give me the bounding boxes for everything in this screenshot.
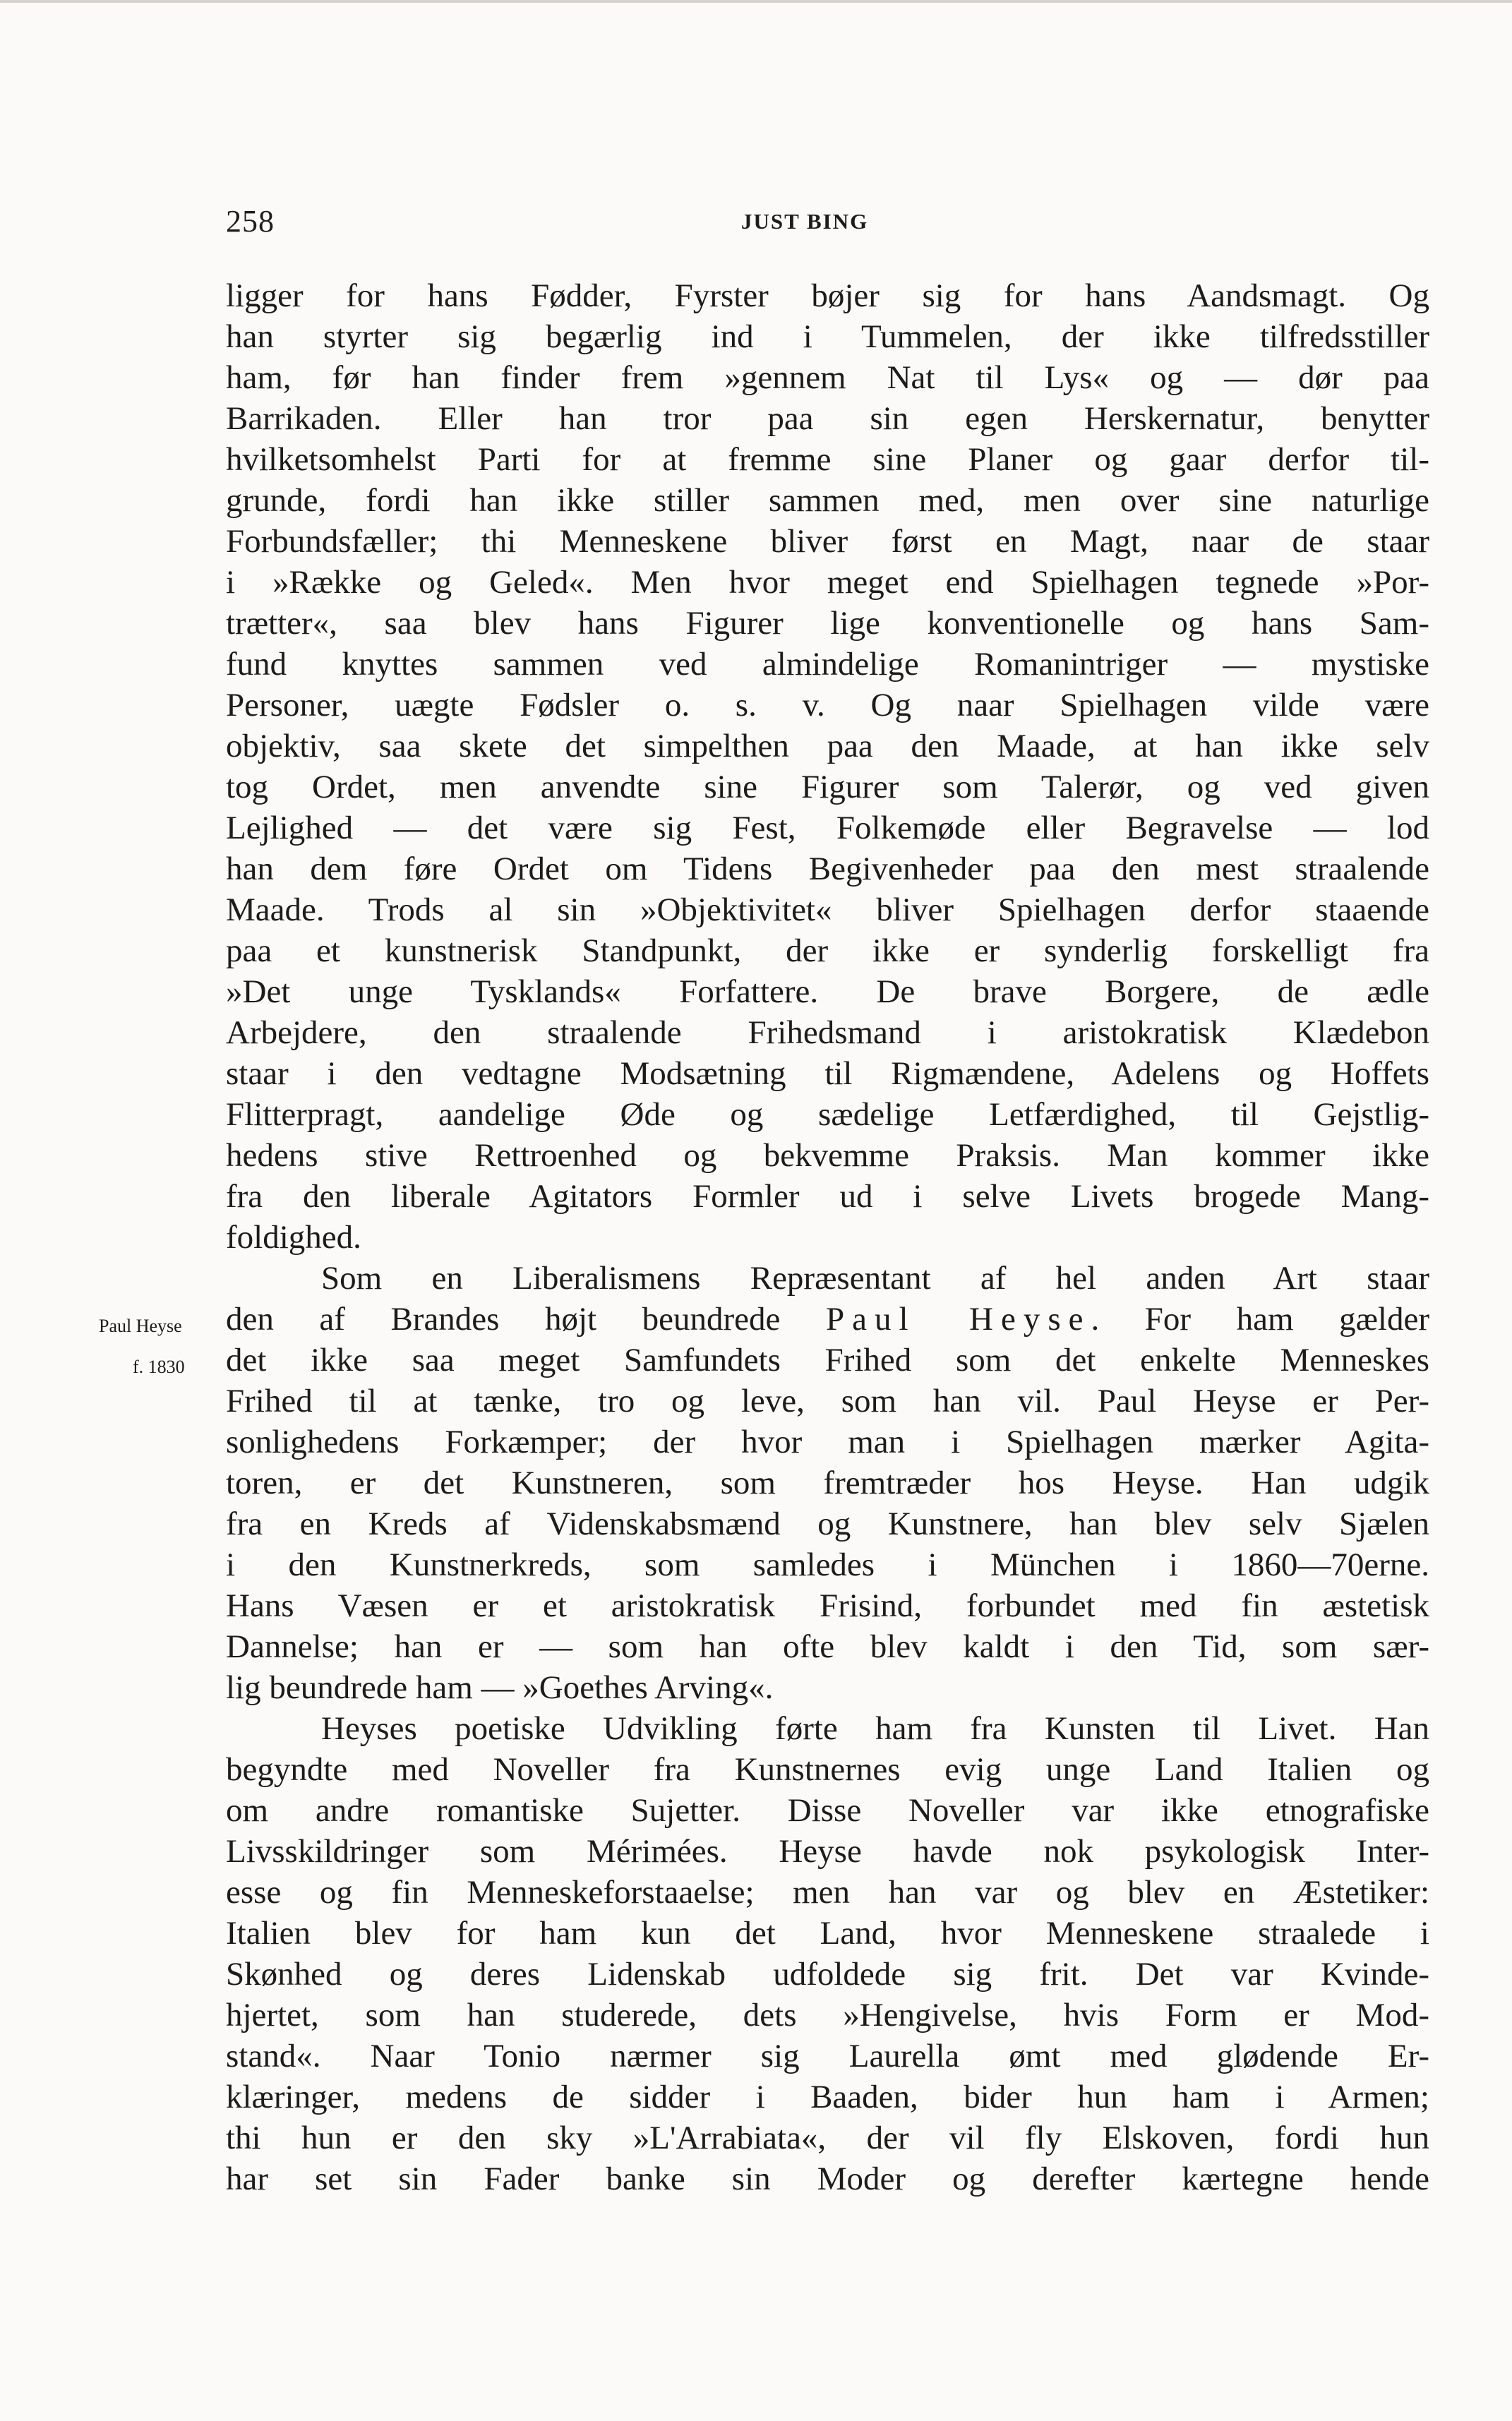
text-line: har set sin Fader banke sin Moder og derefter kærtegne hende	[226, 2161, 1429, 2197]
text-line: hvilketsomhelst Parti for at fremme sine Planer og gaar derfor til-	[226, 441, 1429, 478]
text-line: Hans Væsen er et aristokratisk Frisind, forbundet med fin æstetisk	[226, 1587, 1429, 1624]
margin-note	[99, 1306, 226, 1388]
person-name: Paul Heyse	[825, 1301, 1091, 1338]
text-line: thi hun er den sky »L'Arrabiata«, der vil fly Elskoven, fordi hun	[226, 2120, 1429, 2156]
text-line: Italien blev for ham kun det Land, hvor Menneskene straalede i	[226, 1915, 1429, 1952]
text-line: hedens stive Rettroenhed og bekvemme Praksis. Man kommer ikke	[226, 1137, 1429, 1174]
text-segment: den af Brandes højt beundrede	[226, 1301, 781, 1338]
text-line: paa et kunstnerisk Standpunkt, der ikke er synderlig forskelligt fra	[226, 932, 1429, 969]
text-line: staar i den vedtagne Modsætning til Rigmændene, Adelens og Hoffets	[226, 1055, 1429, 1092]
text-line: »Det unge Tysklands« Forfattere. De brave Borgere, de ædle	[226, 973, 1429, 1010]
text-line: Heyses poetiske Udvikling førte ham fra Kunsten til Livet. Han	[321, 1710, 1429, 1747]
text-line: Forbundsfæller; thi Menneskene bliver først en Magt, naar de staar	[226, 523, 1429, 560]
running-head: JUST BING	[741, 209, 869, 234]
text-line: stand«. Naar Tonio nærmer sig Laurella ømt med glødende Er-	[226, 2038, 1429, 2074]
text-line: fra en Kreds af Videnskabsmænd og Kunstnere, han blev selv Sjælen	[226, 1506, 1429, 1542]
text-line: hjertet, som han studerede, dets »Hengivelse, hvis Form er Mod-	[226, 1997, 1429, 2033]
margin-note-name: Paul Heyse	[99, 1316, 182, 1336]
text-line: fra den liberale Agitators Formler ud i selve Livets brogede Mang-	[226, 1178, 1429, 1215]
text-line: i »Række og Geled«. Men hvor meget end Spielhagen tegnede »Por-	[226, 564, 1429, 601]
text-segment: . For ham gælder	[1091, 1301, 1429, 1338]
text-line: lig beundrede ham — »Goethes Arving«.	[226, 1669, 774, 1706]
text-line: det ikke saa meget Samfundets Frihed som det enkelte Menneskes	[226, 1342, 1429, 1378]
text-line: begyndte med Noveller fra Kunstnernes evig unge Land Italien og	[226, 1751, 1429, 1788]
text-line: ham, før han finder frem »gennem Nat til Lys« og — dør paa	[226, 359, 1429, 396]
text-line: klæringer, medens de sidder i Baaden, bider hun ham i Armen;	[226, 2079, 1429, 2115]
text-line: fund knyttes sammen ved almindelige Romanintriger — mystiske	[226, 646, 1429, 683]
text-line: Personer, uægte Fødsler o. s. v. Og naar Spielhagen vilde være	[226, 687, 1429, 723]
text-line: objektiv, saa skete det simpelthen paa den Maade, at han ikke selv	[226, 728, 1429, 764]
text-line: tog Ordet, men anvendte sine Figurer som Talerør, og ved given	[226, 769, 1429, 805]
text-line: han styrter sig begærlig ind i Tummelen, der ikke tilfredsstiller	[226, 318, 1429, 355]
text-line: han dem føre Ordet om Tidens Begivenheder paa den mest straalende	[226, 851, 1429, 887]
text-line: ligger for hans Fødder, Fyrster bøjer sig for hans Aandsmagt. Og	[226, 277, 1429, 314]
text-line: toren, er det Kunstneren, som fremtræder hos Heyse. Han udgik	[226, 1465, 1429, 1501]
text-line: grunde, fordi han ikke stiller sammen med, men over sine naturlige	[226, 482, 1429, 519]
text-line: Som en Liberalismens Repræsentant af hel anden Art staar	[321, 1260, 1429, 1297]
text-line: om andre romantiske Sujetter. Disse Noveller var ikke etnografiske	[226, 1792, 1429, 1829]
text-line-composite	[226, 1299, 1429, 1340]
text-line: Flitterpragt, aandelige Øde og sædelige Letfærdighed, til Gejstlig-	[226, 1096, 1429, 1133]
text-line: foldighed.	[226, 1219, 361, 1256]
margin-note-year: f. 1830	[133, 1357, 185, 1377]
page-number: 258	[226, 204, 275, 239]
scan-edge	[0, 0, 1512, 3]
text-line: esse og fin Menneskeforstaaelse; men han var og blev en Æstetiker:	[226, 1874, 1429, 1911]
text-line: sonlighedens Forkæmper; der hvor man i Spielhagen mærker Agita-	[226, 1424, 1429, 1460]
text-line: Dannelse; han er — som han ofte blev kaldt i den Tid, som sær-	[226, 1628, 1429, 1665]
text-line: Arbejdere, den straalende Frihedsmand i aristokratisk Klædebon	[226, 1014, 1429, 1051]
text-line: Skønhed og deres Lidenskab udfoldede sig frit. Det var Kvinde-	[226, 1956, 1429, 1993]
text-line: Barrikaden. Eller han tror paa sin egen Herskernatur, benytter	[226, 400, 1429, 437]
text-line: Lejlighed — det være sig Fest, Folkemøde eller Begravelse — lod	[226, 810, 1429, 846]
text-line: Livsskildringer som Mérimées. Heyse havde nok psykologisk Inter-	[226, 1833, 1429, 1870]
text-line: trætter«, saa blev hans Figurer lige konventionelle og hans Sam-	[226, 605, 1429, 642]
body-text	[226, 275, 1429, 2199]
text-line: Frihed til at tænke, tro og leve, som han vil. Paul Heyse er Per-	[226, 1383, 1429, 1419]
text-line: Maade. Trods al sin »Objektivitet« bliver Spielhagen derfor staaende	[226, 891, 1429, 928]
text-line: i den Kunstnerkreds, som samledes i München i 1860—70erne.	[226, 1546, 1429, 1583]
